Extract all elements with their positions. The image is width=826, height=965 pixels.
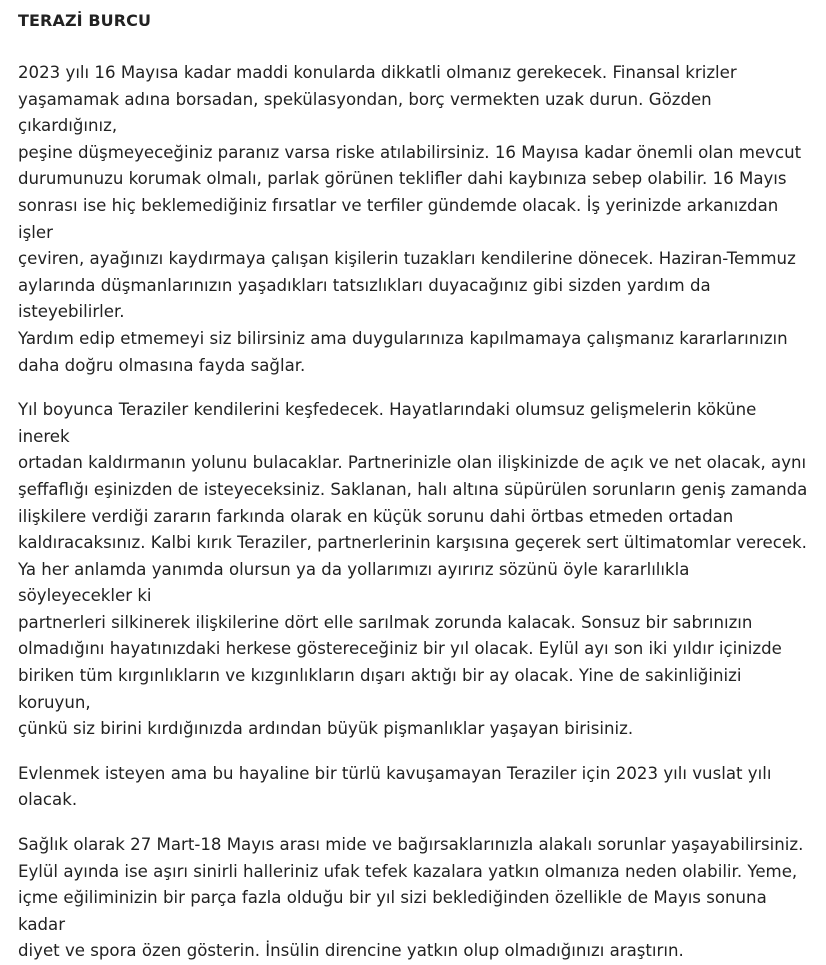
- paragraph-health: Sağlık olarak 27 Mart-18 Mayıs arası mide ve bağırsaklarınızla alakalı sorunlar yaşayabilirsiniz. Eylül ayında ise aşırı sinirli halleriniz ufak tefek kazalara yatkın olmanıza neden olabilir. Yeme, içme eğiliminizin bir parça fazla olduğu bir yıl sizi beklediğinden özellikle de Mayıs sonuna kadar diyet ve spora özen gösterin. İnsülin direncine yatkın olup olmadığınızı araştırın.: [18, 835, 804, 961]
- paragraph-finance: 2023 yılı 16 Mayısa kadar maddi konularda dikkatli olmanız gerekecek. Finansal krizler yaşamamak adına borsadan, spekülasyondan, borç vermekten uzak durun. Gözden çıkardığınız, peşine düşmeyeceğiniz paranız varsa riske atılabilirsiniz. 16 Mayısa kadar önemli olan mevcut durumunuzu korumak olmalı, parlak görünen teklifler dahi kaybınıza sebep olabilir. 16 Mayıs sonrası ise hiç beklemediğiniz fırsatlar ve terfiler gündemde olacak. İş yerinizde arkanızdan işler çeviren, ayağınızı kaydırmaya çalışan kişilerin tuzakları kendilerine dönecek. Haziran-Temmuz aylarında düşmanlarınızın yaşadıkları tatsızlıkları duyacağınız gibi sizden yardım da isteyebilirler. Yardım edip etmemeyi siz bilirsiniz ama duygularınıza kapılmamaya çalışmanız kararlarınızın daha doğru olmasına fayda sağlar.: [18, 63, 802, 375]
- article-title: TERAZİ BURCU: [18, 11, 152, 30]
- paragraph-relationships: Yıl boyunca Teraziler kendilerini keşfedecek. Hayatlarındaki olumsuz gelişmelerin köküne inerek ortadan kaldırmanın yolunu bulacaklar. Partnerinizle olan ilişkinizde de açık ve net olacak, aynı şeffaflığı eşinizden de isteyeceksiniz. Saklanan, halı altına süpürülen sorunların geniş zamanda ilişkilere verdiği zararın farkında olarak en küçük sorunu dahi örtbas etmeden ortadan kaldıracaksınız. Kalbi kırık Teraziler, partnerlerinin karşısına geçerek sert ültimatomlar verecek. Ya her anlamda yanımda olursun ya da yollarımızı ayırırız sözünü öyle kararlılıkla söyleyecekler ki partnerleri silkinerek ilişkilerine dört elle sarılmak zorunda kalacak. Sonsuz bir sabrınızın olmadığını hayatınızdaki herkese göstereceğiniz bir yıl olacak. Eylül ayı son iki yıldır içinizde biriken tüm kırgınlıkların ve kızgınlıkların dışarı aktığı bir ay olacak. Yine de sakinliğinizi koruyun, çünkü siz birini kırdığınızda ardından büyük pişmanlıklar yaşayan birisiniz.: [18, 400, 808, 739]
- paragraph-marriage: Evlenmek isteyen ama bu hayaline bir türlü kavuşamayan Teraziler için 2023 yılı vuslat yılı olacak.: [18, 763, 772, 810]
